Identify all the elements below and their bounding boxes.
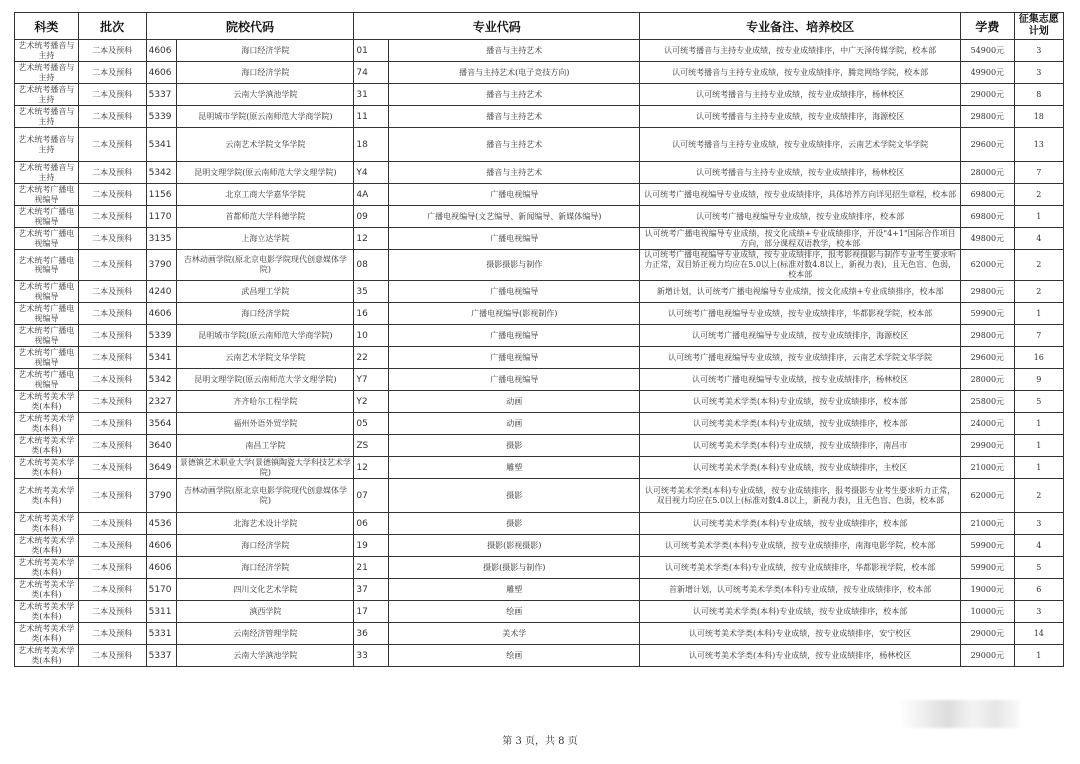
- header-major-code: 专业代码: [354, 13, 640, 40]
- enrollment-table: [14, 12, 1064, 667]
- cell-school-name: 北京工商大学嘉华学院: [177, 184, 354, 206]
- table-row: [15, 369, 1064, 391]
- cell-batch: 二本及预科: [78, 303, 146, 325]
- cell-major-code: 74: [354, 62, 389, 84]
- cell-plan: 2: [1014, 479, 1063, 513]
- page-footer: 第 3 页，共 8 页: [502, 736, 578, 747]
- cell-school-name: 齐齐哈尔工程学院: [177, 391, 354, 413]
- cell-major-code: 16: [354, 303, 389, 325]
- table-row: [15, 579, 1064, 601]
- cell-major-name: 广播电视编导: [389, 281, 640, 303]
- cell-fee: 29000元: [961, 84, 1014, 106]
- cell-batch: 二本及预科: [78, 281, 146, 303]
- cell-school-code: 4240: [146, 281, 177, 303]
- cell-major-name: 摄影(影视摄影): [389, 535, 640, 557]
- cell-school-code: 5341: [146, 347, 177, 369]
- cell-category: 艺术统考美术学类(本科): [15, 579, 79, 601]
- cell-school-code: 5342: [146, 162, 177, 184]
- cell-notes: 认可统考广播电视编导专业成绩，按文化成绩+专业成绩排序，开设"4+1"国际合作项目方向，部分课程双语教学，校本部: [640, 228, 961, 250]
- cell-major-code: 11: [354, 106, 389, 128]
- cell-school-code: 3135: [146, 228, 177, 250]
- cell-batch: 二本及预科: [78, 206, 146, 228]
- cell-major-name: 播音与主持艺术(电子竞技方向): [389, 62, 640, 84]
- cell-school-code: 4606: [146, 535, 177, 557]
- header-category: 科类: [15, 13, 79, 40]
- cell-school-code: 1156: [146, 184, 177, 206]
- cell-major-name: 动画: [389, 413, 640, 435]
- cell-fee: 59900元: [961, 557, 1014, 579]
- cell-plan: 16: [1014, 347, 1063, 369]
- cell-school-code: 5331: [146, 623, 177, 645]
- cell-major-name: 播音与主持艺术: [389, 40, 640, 62]
- cell-school-name: 昆明文理学院(原云南师范大学文理学院): [177, 369, 354, 391]
- cell-school-code: 5311: [146, 601, 177, 623]
- cell-school-name: 武昌理工学院: [177, 281, 354, 303]
- cell-fee: 29000元: [961, 645, 1014, 667]
- cell-school-code: 5337: [146, 84, 177, 106]
- cell-notes: 认可统考广播电视编导专业成绩，按专业成绩排序，云南艺术学院文华学院: [640, 347, 961, 369]
- cell-major-name: 播音与主持艺术: [389, 84, 640, 106]
- cell-batch: 二本及预科: [78, 347, 146, 369]
- cell-school-code: 4606: [146, 40, 177, 62]
- cell-fee: 59900元: [961, 303, 1014, 325]
- cell-major-code: 17: [354, 601, 389, 623]
- cell-batch: 二本及预科: [78, 457, 146, 479]
- cell-batch: 二本及预科: [78, 228, 146, 250]
- header-plan: 征集志愿计划: [1014, 13, 1063, 40]
- cell-fee: 28000元: [961, 162, 1014, 184]
- cell-notes: 认可统考播音与主持专业成绩，按专业成绩排序，杨林校区: [640, 162, 961, 184]
- cell-notes: 首新增计划，认可统考美术学类(本科)专业成绩，按专业成绩排序，校本部: [640, 579, 961, 601]
- cell-batch: 二本及预科: [78, 250, 146, 281]
- table-row: [15, 535, 1064, 557]
- cell-school-name: 云南经济管理学院: [177, 623, 354, 645]
- cell-notes: 认可统考广播电视编导专业成绩，按专业成绩排序，报考影视摄影与制作专业考生要求听力正常，双目矫正视力均应在5.0以上(标准对数4.8以上，新视力表)，且无色盲、色弱，校本部: [640, 250, 961, 281]
- cell-school-name: 福州外语外贸学院: [177, 413, 354, 435]
- cell-school-name: 海口经济学院: [177, 40, 354, 62]
- cell-school-code: 3564: [146, 413, 177, 435]
- cell-school-name: 上海立达学院: [177, 228, 354, 250]
- cell-school-name: 昆明文理学院(原云南师范大学文理学院): [177, 162, 354, 184]
- cell-major-code: Y7: [354, 369, 389, 391]
- cell-school-code: 5342: [146, 369, 177, 391]
- cell-major-code: 09: [354, 206, 389, 228]
- cell-plan: 13: [1014, 128, 1063, 162]
- cell-category: 艺术统考播音与主持: [15, 162, 79, 184]
- cell-fee: 29800元: [961, 281, 1014, 303]
- cell-category: 艺术统考美术学类(本科): [15, 535, 79, 557]
- enrollment-sheet: [14, 12, 1064, 667]
- cell-batch: 二本及预科: [78, 557, 146, 579]
- cell-major-code: 37: [354, 579, 389, 601]
- cell-plan: 9: [1014, 369, 1063, 391]
- cell-major-code: 18: [354, 128, 389, 162]
- cell-plan: 2: [1014, 184, 1063, 206]
- cell-school-name: 云南艺术学院文华学院: [177, 347, 354, 369]
- cell-school-name: 云南大学滇池学院: [177, 84, 354, 106]
- cell-plan: 3: [1014, 62, 1063, 84]
- cell-plan: 8: [1014, 84, 1063, 106]
- cell-fee: 49900元: [961, 62, 1014, 84]
- cell-notes: 认可统考播音与主持专业成绩，按专业成绩排序，腾竞网络学院，校本部: [640, 62, 961, 84]
- cell-batch: 二本及预科: [78, 623, 146, 645]
- header-fee: 学费: [961, 13, 1014, 40]
- cell-plan: 7: [1014, 162, 1063, 184]
- table-row: [15, 281, 1064, 303]
- cell-category: 艺术统考美术学类(本科): [15, 435, 79, 457]
- cell-school-name: 海口经济学院: [177, 303, 354, 325]
- cell-batch: 二本及预科: [78, 84, 146, 106]
- cell-plan: 1: [1014, 206, 1063, 228]
- cell-fee: 10000元: [961, 601, 1014, 623]
- cell-major-code: 07: [354, 479, 389, 513]
- cell-school-code: 5337: [146, 645, 177, 667]
- cell-major-code: 21: [354, 557, 389, 579]
- cell-school-code: 3790: [146, 479, 177, 513]
- cell-fee: 19000元: [961, 579, 1014, 601]
- cell-fee: 69800元: [961, 184, 1014, 206]
- cell-fee: 49800元: [961, 228, 1014, 250]
- cell-fee: 54900元: [961, 40, 1014, 62]
- cell-major-name: 绘画: [389, 645, 640, 667]
- cell-major-name: 摄影摄影与制作: [389, 250, 640, 281]
- cell-plan: 2: [1014, 250, 1063, 281]
- cell-category: 艺术统考美术学类(本科): [15, 645, 79, 667]
- cell-fee: 29800元: [961, 325, 1014, 347]
- cell-plan: 1: [1014, 413, 1063, 435]
- cell-notes: 认可统考播音与主持专业成绩，按专业成绩排序，海源校区: [640, 106, 961, 128]
- cell-major-name: 广播电视编导(文艺编导、新闻编导、新媒体编导): [389, 206, 640, 228]
- cell-school-name: 云南艺术学院文华学院: [177, 128, 354, 162]
- cell-fee: 25800元: [961, 391, 1014, 413]
- cell-fee: 29800元: [961, 106, 1014, 128]
- cell-major-name: 雕塑: [389, 457, 640, 479]
- cell-major-name: 摄影: [389, 513, 640, 535]
- cell-category: 艺术统考美术学类(本科): [15, 479, 79, 513]
- cell-notes: 认可统考广播电视编导专业成绩，按专业成绩排序，华都影视学院，校本部: [640, 303, 961, 325]
- cell-notes: 认可统考广播电视编导专业成绩，按专业成绩排序，海源校区: [640, 325, 961, 347]
- header-batch: 批次: [78, 13, 146, 40]
- table-row: [15, 645, 1064, 667]
- table-row: [15, 347, 1064, 369]
- table-row: [15, 303, 1064, 325]
- cell-category: 艺术统考广播电视编导: [15, 347, 79, 369]
- cell-notes: 认可统考美术学类(本科)专业成绩，按专业成绩排序，安宁校区: [640, 623, 961, 645]
- cell-plan: 6: [1014, 579, 1063, 601]
- cell-major-code: 06: [354, 513, 389, 535]
- cell-plan: 3: [1014, 513, 1063, 535]
- cell-major-code: Y4: [354, 162, 389, 184]
- table-row: [15, 457, 1064, 479]
- header-school-code: 院校代码: [146, 13, 354, 40]
- cell-category: 艺术统考播音与主持: [15, 106, 79, 128]
- cell-major-code: 05: [354, 413, 389, 435]
- cell-plan: 1: [1014, 435, 1063, 457]
- cell-major-code: 31: [354, 84, 389, 106]
- cell-notes: 认可统考美术学类(本科)专业成绩，按专业成绩排序，主校区: [640, 457, 961, 479]
- cell-category: 艺术统考广播电视编导: [15, 369, 79, 391]
- cell-category: 艺术统考美术学类(本科): [15, 557, 79, 579]
- cell-category: 艺术统考广播电视编导: [15, 281, 79, 303]
- cell-plan: 5: [1014, 557, 1063, 579]
- table-row: [15, 513, 1064, 535]
- cell-batch: 二本及预科: [78, 391, 146, 413]
- table-row: [15, 184, 1064, 206]
- cell-batch: 二本及预科: [78, 435, 146, 457]
- table-row: [15, 601, 1064, 623]
- cell-category: 艺术统考播音与主持: [15, 84, 79, 106]
- table-row: [15, 228, 1064, 250]
- cell-major-name: 广播电视编导(影视制作): [389, 303, 640, 325]
- blurred-watermark: [900, 700, 1020, 728]
- table-row: [15, 557, 1064, 579]
- cell-batch: 二本及预科: [78, 325, 146, 347]
- cell-notes: 认可统考美术学类(本科)专业成绩，按专业成绩排序，报考摄影专业考生要求听力正常，双目视力均应在5.0以上(标准对数4.8以上，新视力表)，且无色盲、色弱，校本部: [640, 479, 961, 513]
- cell-school-code: 5339: [146, 106, 177, 128]
- cell-notes: 认可统考播音与主持专业成绩，按专业成绩排序，杨林校区: [640, 84, 961, 106]
- cell-fee: 24000元: [961, 413, 1014, 435]
- cell-notes: 认可统考美术学类(本科)专业成绩，按专业成绩排序，南昌市: [640, 435, 961, 457]
- cell-school-name: 景德镇艺术职业大学(景德镇陶瓷大学科技艺术学院): [177, 457, 354, 479]
- cell-plan: 3: [1014, 40, 1063, 62]
- cell-category: 艺术统考广播电视编导: [15, 184, 79, 206]
- cell-school-code: 3790: [146, 250, 177, 281]
- cell-notes: 认可统考广播电视编导专业成绩，按专业成绩排序，杨林校区: [640, 369, 961, 391]
- cell-school-name: 滇西学院: [177, 601, 354, 623]
- cell-school-name: 吉林动画学院(原北京电影学院现代创意媒体学院): [177, 479, 354, 513]
- table-row: [15, 106, 1064, 128]
- cell-category: 艺术统考美术学类(本科): [15, 513, 79, 535]
- table-row: [15, 84, 1064, 106]
- cell-notes: 认可统考广播电视编导专业成绩，按专业成绩排序，具体培养方向详见招生章程，校本部: [640, 184, 961, 206]
- cell-category: 艺术统考播音与主持: [15, 40, 79, 62]
- cell-notes: 认可统考美术学类(本科)专业成绩，按专业成绩排序，校本部: [640, 391, 961, 413]
- cell-batch: 二本及预科: [78, 535, 146, 557]
- cell-major-code: 12: [354, 228, 389, 250]
- cell-batch: 二本及预科: [78, 128, 146, 162]
- cell-fee: 21000元: [961, 513, 1014, 535]
- cell-major-code: 22: [354, 347, 389, 369]
- cell-school-name: 四川文化艺术学院: [177, 579, 354, 601]
- cell-batch: 二本及预科: [78, 601, 146, 623]
- cell-school-code: 3640: [146, 435, 177, 457]
- cell-notes: 认可统考美术学类(本科)专业成绩，按专业成绩排序，校本部: [640, 413, 961, 435]
- cell-school-code: 4606: [146, 62, 177, 84]
- cell-major-code: 12: [354, 457, 389, 479]
- table-body: [15, 40, 1064, 667]
- cell-school-code: 5339: [146, 325, 177, 347]
- cell-major-name: 摄影: [389, 479, 640, 513]
- cell-school-code: 2327: [146, 391, 177, 413]
- table-row: [15, 413, 1064, 435]
- cell-fee: 69800元: [961, 206, 1014, 228]
- table-row: [15, 40, 1064, 62]
- cell-school-code: 5341: [146, 128, 177, 162]
- cell-batch: 二本及预科: [78, 184, 146, 206]
- cell-notes: 认可统考广播电视编导专业成绩，按专业成绩排序，校本部: [640, 206, 961, 228]
- cell-school-name: 南昌工学院: [177, 435, 354, 457]
- cell-category: 艺术统考广播电视编导: [15, 303, 79, 325]
- cell-school-code: 4536: [146, 513, 177, 535]
- cell-category: 艺术统考播音与主持: [15, 62, 79, 84]
- table-row: [15, 435, 1064, 457]
- table-row: [15, 325, 1064, 347]
- cell-major-name: 播音与主持艺术: [389, 162, 640, 184]
- cell-notes: 认可统考美术学类(本科)专业成绩，按专业成绩排序，杨林校区: [640, 645, 961, 667]
- table-row: [15, 162, 1064, 184]
- cell-major-code: 08: [354, 250, 389, 281]
- cell-school-name: 海口经济学院: [177, 557, 354, 579]
- cell-major-code: 35: [354, 281, 389, 303]
- cell-category: 艺术统考美术学类(本科): [15, 457, 79, 479]
- header-notes: 专业备注、培养校区: [640, 13, 961, 40]
- cell-major-name: 广播电视编导: [389, 347, 640, 369]
- cell-category: 艺术统考美术学类(本科): [15, 413, 79, 435]
- cell-fee: 29000元: [961, 623, 1014, 645]
- cell-major-name: 美术学: [389, 623, 640, 645]
- table-row: [15, 479, 1064, 513]
- cell-major-code: 4A: [354, 184, 389, 206]
- cell-fee: 59900元: [961, 535, 1014, 557]
- cell-notes: 认可统考美术学类(本科)专业成绩，按专业成绩排序，华都影视学院，校本部: [640, 557, 961, 579]
- cell-notes: 认可统考美术学类(本科)专业成绩，按专业成绩排序，南海电影学院，校本部: [640, 535, 961, 557]
- cell-major-code: 36: [354, 623, 389, 645]
- cell-school-name: 首都师范大学科德学院: [177, 206, 354, 228]
- table-row: [15, 206, 1064, 228]
- cell-major-code: 19: [354, 535, 389, 557]
- cell-fee: 29600元: [961, 347, 1014, 369]
- cell-plan: 14: [1014, 623, 1063, 645]
- cell-school-name: 吉林动画学院(原北京电影学院现代创意媒体学院): [177, 250, 354, 281]
- cell-plan: 3: [1014, 601, 1063, 623]
- cell-school-name: 昆明城市学院(原云南师范大学商学院): [177, 106, 354, 128]
- cell-plan: 1: [1014, 303, 1063, 325]
- cell-major-name: 广播电视编导: [389, 325, 640, 347]
- cell-category: 艺术统考广播电视编导: [15, 250, 79, 281]
- cell-school-code: 4606: [146, 557, 177, 579]
- cell-plan: 1: [1014, 645, 1063, 667]
- cell-school-name: 海口经济学院: [177, 62, 354, 84]
- table-row: [15, 391, 1064, 413]
- cell-major-name: 广播电视编导: [389, 184, 640, 206]
- cell-major-code: 33: [354, 645, 389, 667]
- cell-batch: 二本及预科: [78, 62, 146, 84]
- cell-major-name: 绘画: [389, 601, 640, 623]
- cell-fee: 29600元: [961, 128, 1014, 162]
- cell-batch: 二本及预科: [78, 162, 146, 184]
- header-row: [15, 13, 1064, 40]
- cell-major-code: Y2: [354, 391, 389, 413]
- table-row: [15, 128, 1064, 162]
- cell-fee: 21000元: [961, 457, 1014, 479]
- cell-major-code: ZS: [354, 435, 389, 457]
- cell-category: 艺术统考播音与主持: [15, 128, 79, 162]
- cell-notes: 认可统考美术学类(本科)专业成绩，按专业成绩排序，校本部: [640, 601, 961, 623]
- cell-category: 艺术统考美术学类(本科): [15, 601, 79, 623]
- cell-category: 艺术统考广播电视编导: [15, 206, 79, 228]
- cell-major-name: 动画: [389, 391, 640, 413]
- table-row: [15, 623, 1064, 645]
- cell-plan: 2: [1014, 281, 1063, 303]
- cell-category: 艺术统考美术学类(本科): [15, 623, 79, 645]
- cell-plan: 4: [1014, 228, 1063, 250]
- cell-batch: 二本及预科: [78, 413, 146, 435]
- cell-major-name: 雕塑: [389, 579, 640, 601]
- cell-school-name: 海口经济学院: [177, 535, 354, 557]
- cell-notes: 新增计划，认可统考广播电视编导专业成绩，按文化成绩+专业成绩排序，校本部: [640, 281, 961, 303]
- cell-fee: 62000元: [961, 250, 1014, 281]
- cell-batch: 二本及预科: [78, 479, 146, 513]
- cell-fee: 29900元: [961, 435, 1014, 457]
- cell-plan: 1: [1014, 457, 1063, 479]
- cell-major-name: 广播电视编导: [389, 228, 640, 250]
- cell-major-name: 摄影(摄影与制作): [389, 557, 640, 579]
- cell-notes: 认可统考播音与主持专业成绩，按专业成绩排序，云南艺术学院文华学院: [640, 128, 961, 162]
- cell-batch: 二本及预科: [78, 513, 146, 535]
- cell-notes: 认可统考播音与主持专业成绩，按专业成绩排序，中广天泽传媒学院，校本部: [640, 40, 961, 62]
- cell-school-code: 3649: [146, 457, 177, 479]
- cell-category: 艺术统考广播电视编导: [15, 325, 79, 347]
- cell-batch: 二本及预科: [78, 106, 146, 128]
- cell-school-code: 1170: [146, 206, 177, 228]
- cell-major-code: 01: [354, 40, 389, 62]
- cell-batch: 二本及预科: [78, 369, 146, 391]
- cell-major-code: 10: [354, 325, 389, 347]
- cell-plan: 7: [1014, 325, 1063, 347]
- cell-school-name: 昆明城市学院(原云南师范大学商学院): [177, 325, 354, 347]
- cell-school-code: 4606: [146, 303, 177, 325]
- cell-major-name: 广播电视编导: [389, 369, 640, 391]
- cell-major-name: 播音与主持艺术: [389, 128, 640, 162]
- cell-fee: 62000元: [961, 479, 1014, 513]
- cell-fee: 28000元: [961, 369, 1014, 391]
- cell-major-name: 播音与主持艺术: [389, 106, 640, 128]
- table-row: [15, 62, 1064, 84]
- cell-school-name: 北海艺术设计学院: [177, 513, 354, 535]
- table-row: [15, 250, 1064, 281]
- cell-major-name: 摄影: [389, 435, 640, 457]
- cell-plan: 5: [1014, 391, 1063, 413]
- cell-batch: 二本及预科: [78, 579, 146, 601]
- cell-notes: 认可统考美术学类(本科)专业成绩，按专业成绩排序，校本部: [640, 513, 961, 535]
- cell-plan: 4: [1014, 535, 1063, 557]
- cell-school-code: 5170: [146, 579, 177, 601]
- cell-category: 艺术统考广播电视编导: [15, 228, 79, 250]
- cell-plan: 18: [1014, 106, 1063, 128]
- cell-school-name: 云南大学滇池学院: [177, 645, 354, 667]
- cell-category: 艺术统考美术学类(本科): [15, 391, 79, 413]
- cell-batch: 二本及预科: [78, 40, 146, 62]
- cell-batch: 二本及预科: [78, 645, 146, 667]
